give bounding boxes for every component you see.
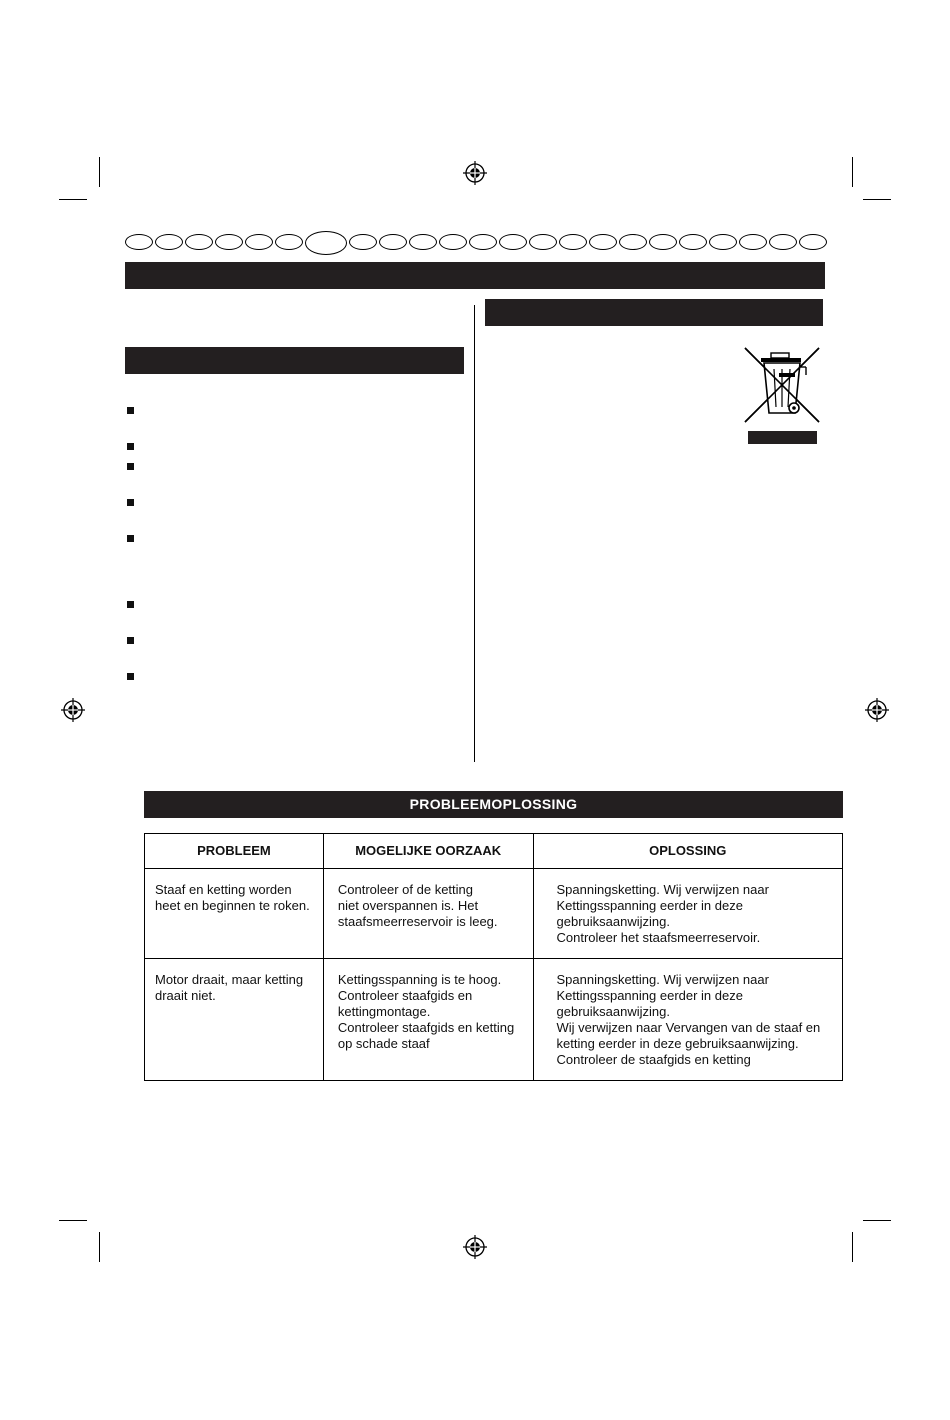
crop-mark	[863, 1220, 891, 1221]
column-header-problem: PROBLEEM	[145, 834, 324, 869]
troubleshooting-table	[144, 833, 843, 1081]
subsection-header-bar	[125, 347, 464, 374]
language-tab	[349, 234, 377, 250]
language-tab	[619, 234, 647, 250]
cell-text: Spanningsketting. Wij verwijzen naar	[556, 882, 769, 897]
cell-text: Kettingsspanning eerder in deze	[556, 898, 743, 913]
list-bullet	[127, 673, 134, 680]
crossed-out-wheelie-bin-icon	[741, 345, 821, 445]
cell-text: niet overspannen is. Het	[337, 898, 479, 913]
language-tab	[649, 234, 677, 250]
cause-cell	[323, 869, 533, 959]
list-bullet	[127, 443, 134, 450]
language-tab	[379, 234, 407, 250]
subsection-header-bar	[485, 299, 823, 326]
table-row	[145, 959, 843, 1081]
crop-mark	[863, 199, 891, 200]
problem-cell	[145, 959, 324, 1081]
cause-cell	[323, 959, 533, 1081]
cell-text: Controleer de staafgids en ketting	[556, 1052, 751, 1067]
registration-mark-icon	[865, 698, 889, 722]
cell-text: Kettingsspanning eerder in deze	[556, 988, 743, 1003]
column-header-solution: OPLOSSING	[533, 834, 843, 869]
cell-text: kettingmontage.	[337, 1004, 431, 1019]
column-divider	[474, 305, 475, 762]
registration-mark-icon	[463, 161, 487, 185]
language-tab	[589, 234, 617, 250]
language-tab	[469, 234, 497, 250]
list-bullet	[127, 601, 134, 608]
cell-text: gebruiksaanwijzing.	[556, 1004, 670, 1019]
crop-mark	[852, 157, 853, 187]
language-tab	[709, 234, 737, 250]
cell-text: Controleer het staafsmeerreservoir.	[556, 930, 761, 945]
list-bullet	[127, 499, 134, 506]
table-row	[145, 869, 843, 959]
language-tab	[275, 234, 303, 250]
cell-text: Controleer staafgids en	[337, 988, 473, 1003]
list-bullet	[127, 407, 134, 414]
crop-mark	[99, 157, 100, 187]
language-tab	[739, 234, 767, 250]
list-bullet	[127, 463, 134, 470]
table-header-row	[145, 834, 843, 869]
cell-text: ketting eerder in deze gebruiksaanwijzing.	[556, 1036, 799, 1051]
solution-cell	[533, 869, 843, 959]
crop-mark	[59, 199, 87, 200]
section-header-bar	[125, 262, 825, 289]
cell-text: Wij verwijzen naar Vervangen van de staaf en	[556, 1020, 821, 1035]
language-tab	[409, 234, 437, 250]
language-tab	[679, 234, 707, 250]
list-bullet	[127, 637, 134, 644]
language-tab	[799, 234, 827, 250]
language-tab-active	[305, 231, 347, 255]
language-tab	[125, 234, 153, 250]
cell-text: Controleer of de ketting	[337, 882, 473, 897]
cell-text: Staaf en ketting worden	[155, 882, 292, 897]
registration-mark-icon	[463, 1235, 487, 1259]
language-tab	[185, 234, 213, 250]
crop-mark	[99, 1232, 100, 1262]
problem-cell	[145, 869, 324, 959]
troubleshooting-title: PROBLEEMOPLOSSING	[144, 791, 843, 818]
cell-text: draait niet.	[155, 988, 216, 1003]
language-tab	[245, 234, 273, 250]
crop-mark	[852, 1232, 853, 1262]
crop-mark	[59, 1220, 87, 1221]
solution-cell	[533, 959, 843, 1081]
registration-mark-icon	[61, 698, 85, 722]
language-tab	[155, 234, 183, 250]
cell-text: gebruiksaanwijzing.	[556, 914, 670, 929]
language-tab	[529, 234, 557, 250]
language-tab	[559, 234, 587, 250]
cell-text: Kettingsspanning is te hoog.	[337, 972, 502, 987]
cell-text: heet en beginnen te roken.	[155, 898, 310, 913]
column-header-cause: MOGELIJKE OORZAAK	[323, 834, 533, 869]
cell-text: op schade staaf	[337, 1036, 430, 1051]
language-tab	[439, 234, 467, 250]
language-tabs	[125, 231, 827, 255]
language-tab	[499, 234, 527, 250]
language-tab	[215, 234, 243, 250]
cell-text: Motor draait, maar ketting	[155, 972, 304, 987]
list-bullet	[127, 535, 134, 542]
language-tab	[769, 234, 797, 250]
cell-text: Controleer staafgids en ketting	[337, 1020, 515, 1035]
cell-text: Spanningsketting. Wij verwijzen naar	[556, 972, 769, 987]
cell-text: staafsmeerreservoir is leeg.	[337, 914, 498, 929]
